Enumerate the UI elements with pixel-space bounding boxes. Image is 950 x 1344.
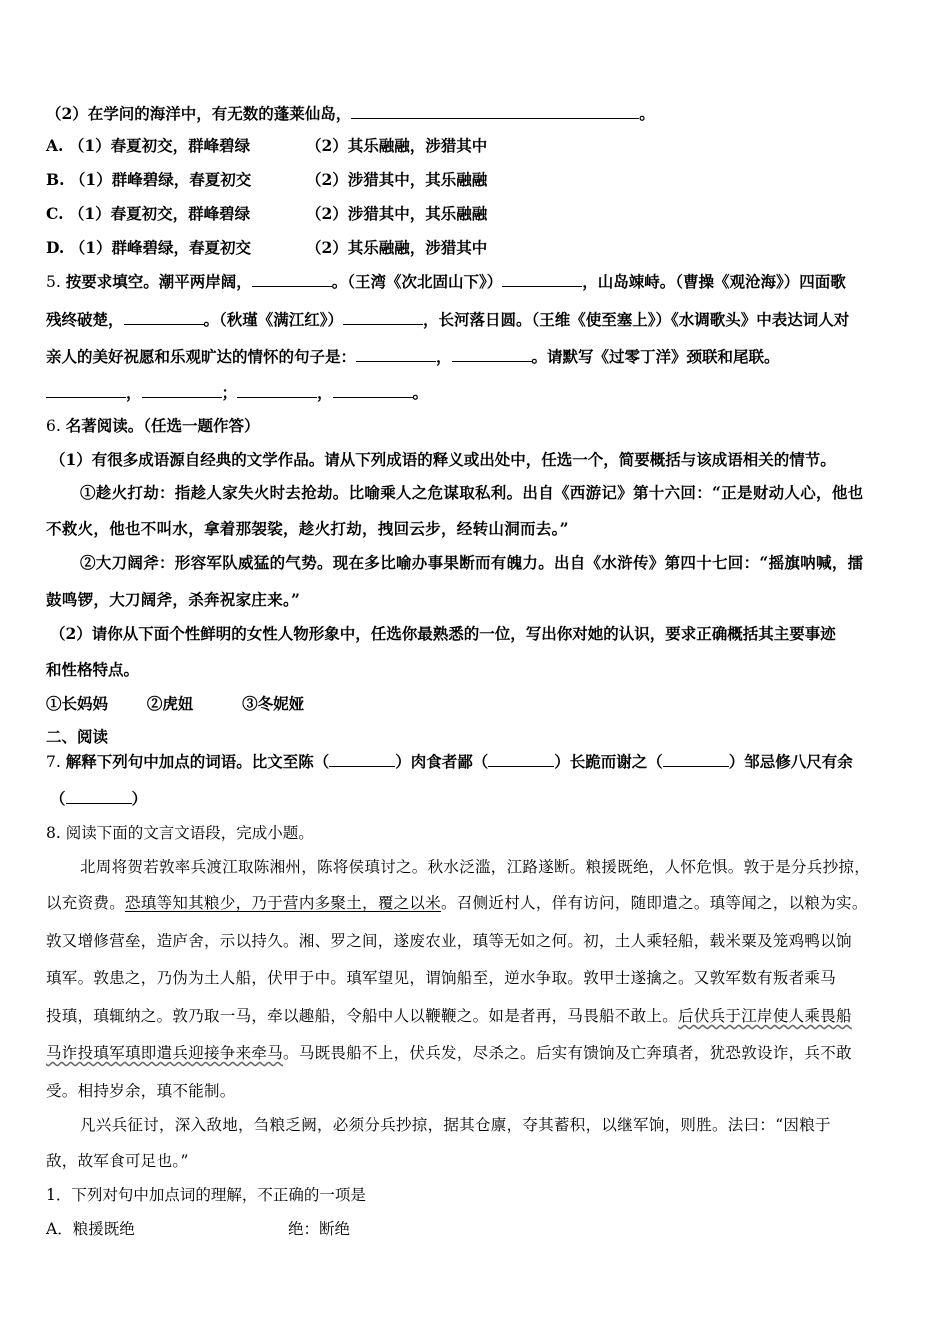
subquestion-1-option-a[interactable]: A．粮援既绝 绝：断绝: [46, 1220, 351, 1238]
answer-blank[interactable]: [46, 383, 126, 398]
answer-blank[interactable]: [333, 383, 413, 398]
option-d[interactable]: D. （1）群峰碧绿，春夏初交 （2）其乐融融，涉猎其中: [46, 238, 488, 257]
subquestion-1: 1．下列对句中加点词的理解，不正确的一项是: [46, 1186, 366, 1204]
q5-line1: 5. 按要求填空。潮平两岸阔， 。（王湾《次北固山下》） ，山岛竦峙。（曹操《观沧海》）四面歌: [46, 272, 846, 291]
character-option[interactable]: ①长妈妈: [46, 694, 109, 713]
q6-heading: 6. 名著阅读。（任选一题作答）: [46, 416, 260, 435]
q5-line2: 残终破楚， 。（秋瑾《满江红》） ，长河落日圆。（王维《使至塞上》）《水调歌头》中表达词人对: [46, 310, 850, 329]
q6-sub2-line1: （2）请你从下面个性鲜明的女性人物形象中，任选你最熟悉的一位，写出你对她的认识，要求正确概括其主要事迹: [50, 624, 836, 643]
wavy-underlined-sentence: 马诈投瑱军瑱即遣兵迎接争来牵马: [46, 1044, 284, 1062]
passage-line: 瑱军。敦患之，乃伪为土人船，伏甲于中。瑱军望见，谓饷船至，逆水争取。敦甲士遂擒之。又敦军数有叛者乘马: [46, 969, 837, 987]
answer-blank[interactable]: [452, 347, 532, 362]
answer-blank[interactable]: [343, 310, 423, 325]
q6-item2-line2: 鼓鸣锣，大刀阔斧，杀奔祝家庄来。”: [46, 590, 301, 609]
section-heading: 二、阅读: [46, 727, 109, 746]
q6-sub1: （1）有很多成语源自经典的文学作品。请从下列成语的释义或出处中，任选一个，简要概括与该成语相关的情节。: [50, 450, 836, 469]
option-b[interactable]: B. （1）群峰碧绿，春夏初交 （2）涉猎其中，其乐融融: [46, 170, 488, 189]
q4-sub2: （2）在学问的海洋中，有无数的蓬莱仙岛， 。: [46, 104, 655, 123]
answer-blank[interactable]: [663, 752, 729, 767]
q7-line2: （ ）: [50, 789, 148, 808]
q6-character-list: [46, 694, 304, 714]
option-c[interactable]: C. （1）春夏初交，群峰碧绿 （2）涉猎其中，其乐融融: [46, 204, 488, 223]
answer-blank[interactable]: [252, 272, 332, 287]
passage-line: 投瑱，瑱辄纳之。敦乃取一马，牵以趣船，令船中人以鞭鞭之。如是者再，马畏船不敢上。后伏兵于江岸使人乘畏船: [46, 1007, 852, 1025]
character-option[interactable]: ②虎妞: [146, 694, 194, 713]
underlined-sentence: 恐瑱等知其粮少，乃于营内多聚土，覆之以米: [125, 894, 442, 912]
q5-line4: ， ； ， 。: [46, 383, 428, 403]
q5-line3: 亲人的美好祝愿和乐观旷达的情怀的句子是： ， 。请默写《过零丁洋》颈联和尾联。: [46, 347, 780, 366]
answer-blank[interactable]: [124, 310, 204, 325]
answer-blank[interactable]: [502, 272, 582, 287]
answer-blank[interactable]: [488, 752, 554, 767]
passage-line: 马诈投瑱军瑱即遣兵迎接争来牵马。马既畏船不上，伏兵发，尽杀之。后实有馈饷及亡奔瑱者，犹恐敦设诈，兵不敢: [46, 1044, 852, 1062]
q6-sub2-line2: 和性格特点。: [46, 660, 140, 679]
passage-line: 受。相持岁余，瑱不能制。: [46, 1082, 236, 1100]
q6-item1-line1: ①趁火打劫：指趁人家失火时去抢劫。比喻乘人之危谋取私利。出自《西游记》第十六回：“正是财动人心，他也: [80, 483, 864, 502]
q6-item1-line2: 不救火，他也不叫水，拿着那袈裟，趁火打劫，拽回云步，经转山洞而去。”: [46, 519, 569, 538]
answer-blank[interactable]: [66, 789, 132, 804]
answer-blank[interactable]: [329, 752, 395, 767]
q7-line1: 7. 解释下列句中加点的词语。比文至陈（ ）肉食者鄙（ ）长跪而谢之（ ）邹忌修八尺有余: [46, 752, 853, 771]
wavy-underlined-sentence: 后伏兵于江岸使人乘畏船: [678, 1007, 852, 1025]
answer-blank[interactable]: [142, 383, 222, 398]
q6-item2-line1: ②大刀阔斧：形容军队威猛的气势。现在多比喻办事果断而有魄力。出自《水浒传》第四十七回：“摇旗呐喊，擂: [80, 553, 864, 572]
option-a[interactable]: A. （1）春夏初交，群峰碧绿 （2）其乐融融，涉猎其中: [46, 136, 488, 155]
answer-blank[interactable]: [237, 383, 317, 398]
passage-line: 敦又增修营垒，造庐舍，示以持久。湘、罗之间，遂废农业，瑱等无如之何。初，土人乘轻船，载米粟及笼鸡鸭以饷: [46, 932, 852, 950]
answer-blank[interactable]: [351, 104, 639, 119]
passage-line: 敌，故军食可足也。”: [46, 1152, 189, 1170]
answer-blank[interactable]: [356, 347, 436, 362]
passage-line: 以充资费。恐瑱等知其粮少，乃于营内多聚土，覆之以米。召侧近村人，佯有访问，随即遣之。瑱等闻之，以粮为实。: [46, 894, 868, 912]
passage-line: 北周将贺若敦率兵渡江取陈湘州，陈将侯瑱讨之。秋水泛滥，江路遂断。粮援既绝，人怀危惧。敦于是分兵抄掠，: [80, 858, 871, 876]
character-option[interactable]: ③冬妮娅: [242, 694, 305, 713]
q8-heading: 8. 阅读下面的文言文语段，完成小题。: [46, 824, 314, 842]
passage-line: 凡兴兵征讨，深入敌地，刍粮乏阙，必须分兵抄掠，据其仓廪，夺其蓄积，以继军饷，则胜。法曰：“因粮于: [80, 1116, 831, 1134]
